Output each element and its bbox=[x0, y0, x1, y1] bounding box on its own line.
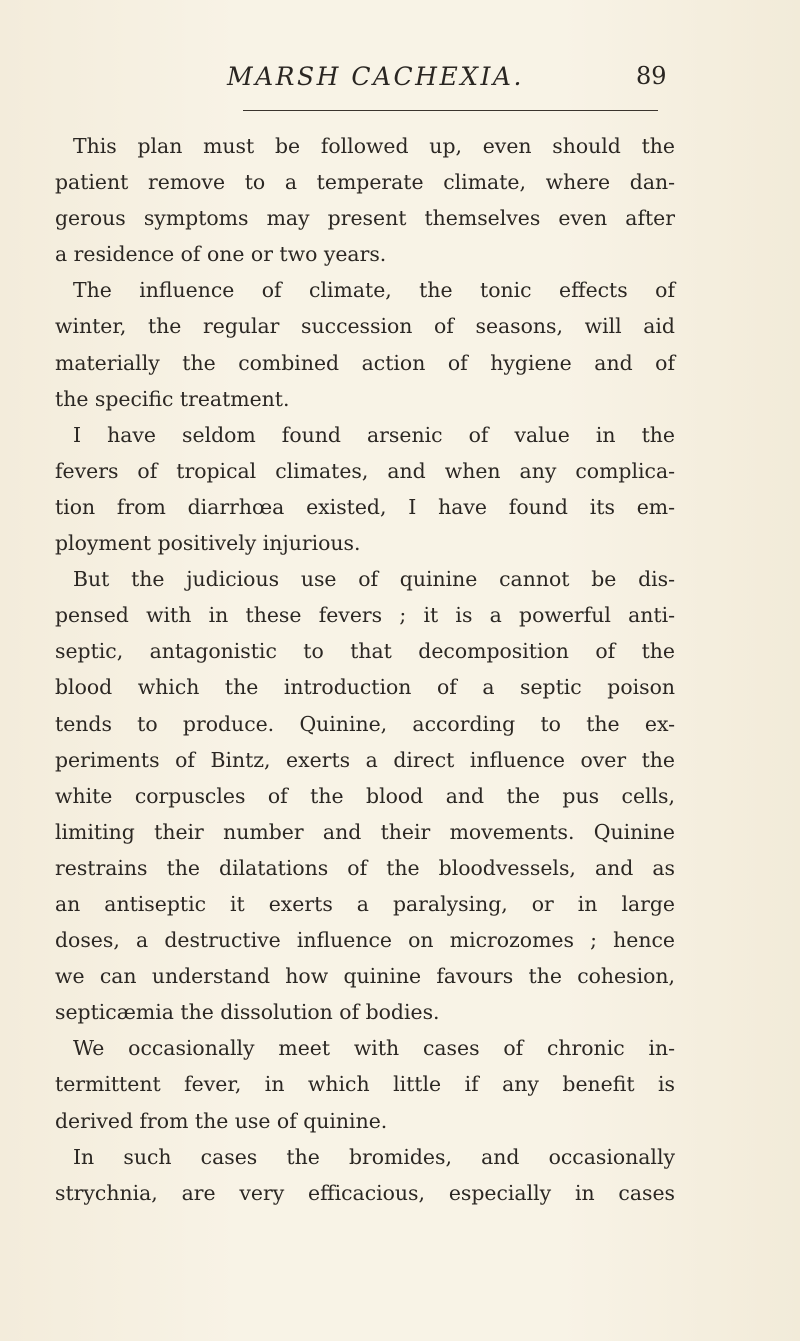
text-line: winter, the regular succession of seasons, will aid bbox=[55, 314, 675, 339]
header-rule bbox=[243, 110, 658, 111]
text-line: gerous symptoms may present themselves even after bbox=[55, 206, 675, 231]
running-head bbox=[0, 62, 800, 98]
text-line: I have seldom found arsenic of value in the bbox=[73, 422, 675, 447]
page-number: 89 bbox=[636, 62, 667, 90]
text-line: fevers of tropical climates, and when any complica- bbox=[55, 458, 675, 483]
text-line: doses, a destructive influence on microzomes ; hence bbox=[55, 928, 675, 953]
text-line: a residence of one or two years. bbox=[55, 242, 387, 267]
text-line: tends to produce. Quinine, according to the ex- bbox=[55, 711, 675, 736]
text-line: patient remove to a temperate climate, where dan- bbox=[55, 170, 675, 195]
text-line: The influence of climate, the tonic effects of bbox=[73, 278, 675, 303]
text-line: strychnia, are very efficacious, especially in cases bbox=[55, 1180, 675, 1205]
text-line: We occasionally meet with cases of chronic in- bbox=[73, 1036, 675, 1061]
text-line: This plan must be followed up, even should the bbox=[73, 134, 675, 158]
text-line: limiting their number and their movements. Quinine bbox=[55, 819, 675, 844]
text-line: termittent fever, in which little if any benefit is bbox=[55, 1072, 675, 1097]
text-line: In such cases the bromides, and occasionally bbox=[73, 1144, 675, 1169]
text-line: an antiseptic it exerts a paralysing, or in large bbox=[55, 891, 675, 916]
text-line: we can understand how quinine favours the cohesion, bbox=[55, 964, 675, 989]
text-line: ployment positively injurious. bbox=[55, 531, 361, 556]
running-title: MARSH CACHEXIA. bbox=[227, 62, 524, 91]
text-line: white corpuscles of the blood and the pus cells, bbox=[55, 783, 675, 808]
text-line: periments of Bintz, exerts a direct influence over the bbox=[55, 747, 675, 772]
text-line: blood which the introduction of a septic poison bbox=[55, 675, 675, 700]
text-line: But the judicious use of quinine cannot be dis- bbox=[73, 567, 675, 592]
text-line: the specific treatment. bbox=[55, 386, 290, 411]
text-line: materially the combined action of hygiene and of bbox=[55, 350, 675, 375]
text-line: septicæmia the dissolution of bodies. bbox=[55, 1000, 440, 1025]
body-text bbox=[55, 128, 675, 1211]
text-line: tion from diarrhœa existed, I have found its em- bbox=[55, 494, 675, 519]
text-line: derived from the use of quinine. bbox=[55, 1108, 388, 1133]
text-line: pensed with in these fevers ; it is a powerful anti- bbox=[55, 603, 675, 628]
text-line: restrains the dilatations of the bloodvessels, and as bbox=[55, 855, 675, 880]
text-line: septic, antagonistic to that decomposition of the bbox=[55, 639, 675, 664]
